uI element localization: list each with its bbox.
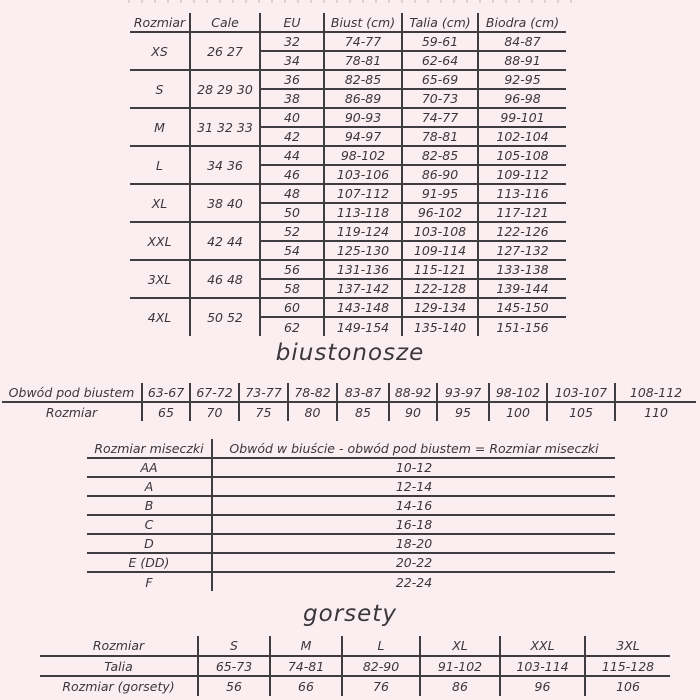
corset-number-cell: 96 bbox=[500, 676, 585, 696]
talia-cell: 65-69 bbox=[402, 70, 478, 89]
col-header-cale: Cale bbox=[190, 13, 260, 32]
size-cell: M bbox=[130, 108, 190, 146]
talia-cell: 103-108 bbox=[402, 222, 478, 241]
eu-cell: 48 bbox=[260, 184, 324, 203]
col-header-talia: Talia (cm) bbox=[402, 13, 478, 32]
corset-size-cell: M bbox=[270, 636, 342, 656]
cup-range-cell: 20-22 bbox=[212, 553, 615, 572]
underbust-cell: 88-92 bbox=[389, 383, 437, 402]
eu-cell: 56 bbox=[260, 260, 324, 279]
talia-cell: 86-90 bbox=[402, 165, 478, 184]
bras-band-table bbox=[2, 383, 696, 421]
bra-size-cell: 75 bbox=[239, 402, 288, 421]
corset-size-row-label: Rozmiar bbox=[40, 636, 198, 656]
cropped-text-remnant bbox=[128, 0, 574, 3]
biust-cell: 103-106 bbox=[324, 165, 402, 184]
biust-cell: 86-89 bbox=[324, 89, 402, 108]
cup-letter-cell: A bbox=[87, 477, 212, 496]
biodra-cell: 109-112 bbox=[478, 165, 566, 184]
size-cell: XXL bbox=[130, 222, 190, 260]
table-row bbox=[130, 222, 566, 241]
underbust-cell: 67-72 bbox=[190, 383, 239, 402]
eu-cell: 46 bbox=[260, 165, 324, 184]
cup-range-cell: 22-24 bbox=[395, 574, 433, 590]
biust-cell: 149-154 bbox=[324, 317, 402, 336]
biodra-cell: 127-132 bbox=[478, 241, 566, 260]
corset-waist-row bbox=[40, 656, 670, 676]
biodra-cell: 88-91 bbox=[478, 51, 566, 70]
biust-cell: 125-130 bbox=[324, 241, 402, 260]
size-cell: 4XL bbox=[130, 298, 190, 336]
cup-row bbox=[87, 534, 615, 553]
bra-size-row-label: Rozmiar bbox=[2, 402, 142, 421]
underbust-cell: 63-67 bbox=[142, 383, 190, 402]
corset-waist-cell: 103-114 bbox=[500, 656, 585, 676]
biust-cell: 119-124 bbox=[324, 222, 402, 241]
biodra-cell: 84-87 bbox=[478, 32, 566, 51]
biust-cell: 107-112 bbox=[324, 184, 402, 203]
eu-cell: 40 bbox=[260, 108, 324, 127]
bra-size-cell: 85 bbox=[337, 402, 389, 421]
underbust-cell: 78-82 bbox=[288, 383, 337, 402]
cale-cell: 38 40 bbox=[190, 184, 260, 222]
biodra-cell: 133-138 bbox=[478, 260, 566, 279]
eu-cell: 60 bbox=[260, 298, 324, 317]
talia-cell: 96-102 bbox=[402, 203, 478, 222]
biust-cell: 143-148 bbox=[324, 298, 402, 317]
corset-waist-cell: 115-128 bbox=[585, 656, 670, 676]
cup-letter-cell: E (DD) bbox=[87, 553, 212, 572]
biodra-cell: 105-108 bbox=[478, 146, 566, 165]
size-cell: XL bbox=[130, 184, 190, 222]
cale-cell: 50 52 bbox=[190, 298, 260, 336]
cup-range-cell: 18-20 bbox=[212, 534, 615, 553]
talia-cell: 122-128 bbox=[402, 279, 478, 298]
eu-cell: 32 bbox=[260, 32, 324, 51]
col-header-biodra: Biodra (cm) bbox=[478, 13, 566, 32]
table-row bbox=[130, 32, 566, 51]
biodra-cell: 92-95 bbox=[478, 70, 566, 89]
bra-size-cell: 105 bbox=[547, 402, 615, 421]
corsets-table bbox=[40, 636, 670, 696]
bra-size-cell: 80 bbox=[288, 402, 337, 421]
talia-cell: 109-114 bbox=[402, 241, 478, 260]
col-header-eu: EU bbox=[260, 13, 324, 32]
bra-size-row bbox=[2, 402, 696, 421]
corset-size-cell: 3XL bbox=[585, 636, 670, 656]
corsets-section-heading: gorsety bbox=[303, 601, 397, 627]
biust-cell: 113-118 bbox=[324, 203, 402, 222]
bra-size-cell: 70 bbox=[190, 402, 239, 421]
biust-cell: 137-142 bbox=[324, 279, 402, 298]
cup-row bbox=[87, 458, 615, 477]
bra-size-cell: 100 bbox=[489, 402, 547, 421]
corset-number-cell: 86 bbox=[420, 676, 500, 696]
cup-col-header: Rozmiar miseczki bbox=[87, 439, 212, 458]
cup-table-header-row bbox=[87, 439, 615, 458]
cup-letter-cell: F bbox=[87, 572, 212, 591]
underbust-cell: 103-107 bbox=[547, 383, 615, 402]
size-cell: L bbox=[130, 146, 190, 184]
corset-waist-row-label: Talia bbox=[40, 656, 198, 676]
cup-row bbox=[87, 553, 615, 572]
corset-number-cell: 66 bbox=[270, 676, 342, 696]
eu-cell: 38 bbox=[260, 89, 324, 108]
talia-cell: 59-61 bbox=[402, 32, 478, 51]
size-cell: S bbox=[130, 70, 190, 108]
cup-range-cell: 14-16 bbox=[212, 496, 615, 515]
eu-cell: 58 bbox=[260, 279, 324, 298]
biust-cell: 131-136 bbox=[324, 260, 402, 279]
biodra-cell: 139-144 bbox=[478, 279, 566, 298]
corset-waist-cell: 65-73 bbox=[198, 656, 270, 676]
cup-range-cell: 16-18 bbox=[212, 515, 615, 534]
eu-cell: 44 bbox=[260, 146, 324, 165]
biust-cell: 94-97 bbox=[324, 127, 402, 146]
corset-waist-cell: 91-102 bbox=[420, 656, 500, 676]
biust-cell: 90-93 bbox=[324, 108, 402, 127]
cup-letter-cell: B bbox=[87, 496, 212, 515]
corset-waist-cell: 82-90 bbox=[342, 656, 420, 676]
corset-number-cell: 56 bbox=[198, 676, 270, 696]
talia-cell: 62-64 bbox=[402, 51, 478, 70]
eu-cell: 52 bbox=[260, 222, 324, 241]
table-row bbox=[130, 184, 566, 203]
bras-section-heading: biustonosze bbox=[275, 340, 425, 366]
biodra-cell: 102-104 bbox=[478, 127, 566, 146]
underbust-cell: 98-102 bbox=[489, 383, 547, 402]
biodra-cell: 96-98 bbox=[478, 89, 566, 108]
underbust-cell: 83-87 bbox=[337, 383, 389, 402]
col-header-biust: Biust (cm) bbox=[324, 13, 402, 32]
underbust-cell: 93-97 bbox=[437, 383, 489, 402]
cup-letter-cell: D bbox=[87, 534, 212, 553]
underbust-row-label: Obwód pod biustem bbox=[2, 383, 142, 402]
eu-cell: 34 bbox=[260, 51, 324, 70]
talia-cell: 70-73 bbox=[402, 89, 478, 108]
eu-cell: 50 bbox=[260, 203, 324, 222]
biodra-cell: 113-116 bbox=[478, 184, 566, 203]
size-cell: XS bbox=[130, 32, 190, 70]
bra-size-cell: 65 bbox=[142, 402, 190, 421]
corset-number-cell: 76 bbox=[342, 676, 420, 696]
corset-size-cell: S bbox=[198, 636, 270, 656]
cup-size-table bbox=[87, 439, 615, 591]
cale-cell: 26 27 bbox=[190, 32, 260, 70]
biust-cell: 74-77 bbox=[324, 32, 402, 51]
biodra-cell: 99-101 bbox=[478, 108, 566, 127]
table-row bbox=[130, 298, 566, 317]
biust-cell: 78-81 bbox=[324, 51, 402, 70]
cup-range-cell: 10-12 bbox=[212, 458, 615, 477]
talia-cell: 115-121 bbox=[402, 260, 478, 279]
cup-range-cell: 12-14 bbox=[212, 477, 615, 496]
eu-cell: 42 bbox=[260, 127, 324, 146]
cale-cell: 42 44 bbox=[190, 222, 260, 260]
cale-cell: 46 48 bbox=[190, 260, 260, 298]
eu-cell: 36 bbox=[260, 70, 324, 89]
biodra-cell: 145-150 bbox=[478, 298, 566, 317]
corset-number-row-label: Rozmiar (gorsety) bbox=[40, 676, 198, 696]
cale-cell: 31 32 33 bbox=[190, 108, 260, 146]
underbust-cell: 108-112 bbox=[615, 383, 696, 402]
corset-size-row bbox=[40, 636, 670, 656]
table-row bbox=[130, 146, 566, 165]
biust-cell: 98-102 bbox=[324, 146, 402, 165]
size-table-header-row bbox=[130, 13, 566, 32]
size-table bbox=[130, 13, 566, 336]
cup-row bbox=[87, 515, 615, 534]
col-header-rozmiar: Rozmiar bbox=[130, 13, 190, 32]
talia-cell: 129-134 bbox=[402, 298, 478, 317]
talia-cell: 74-77 bbox=[402, 108, 478, 127]
cup-row bbox=[87, 496, 615, 515]
biodra-cell: 122-126 bbox=[478, 222, 566, 241]
cup-formula-header: Obwód w biuście - obwód pod biustem = Rozmiar miseczki bbox=[212, 439, 615, 458]
bra-size-cell: 95 bbox=[437, 402, 489, 421]
table-row bbox=[130, 108, 566, 127]
cup-row bbox=[87, 572, 615, 591]
table-row bbox=[130, 260, 566, 279]
eu-cell: 62 bbox=[260, 317, 324, 336]
size-cell: 3XL bbox=[130, 260, 190, 298]
corset-number-cell: 106 bbox=[616, 679, 640, 694]
table-row bbox=[130, 70, 566, 89]
talia-cell: 82-85 bbox=[402, 146, 478, 165]
talia-cell: 78-81 bbox=[402, 127, 478, 146]
corset-waist-cell: 74-81 bbox=[270, 656, 342, 676]
corset-size-cell: XXL bbox=[500, 636, 585, 656]
bra-size-cell: 110 bbox=[644, 404, 668, 420]
biodra-cell: 117-121 bbox=[478, 203, 566, 222]
biust-cell: 82-85 bbox=[324, 70, 402, 89]
biodra-cell: 151-156 bbox=[496, 319, 549, 335]
underbust-row bbox=[2, 383, 696, 402]
cale-cell: 28 29 30 bbox=[190, 70, 260, 108]
bra-size-cell: 90 bbox=[389, 402, 437, 421]
cup-row bbox=[87, 477, 615, 496]
talia-cell: 135-140 bbox=[402, 317, 478, 336]
corset-size-cell: XL bbox=[420, 636, 500, 656]
eu-cell: 54 bbox=[260, 241, 324, 260]
cup-letter-cell: AA bbox=[87, 458, 212, 477]
corset-size-cell: L bbox=[342, 636, 420, 656]
cale-cell: 34 36 bbox=[190, 146, 260, 184]
cup-letter-cell: C bbox=[87, 515, 212, 534]
talia-cell: 91-95 bbox=[402, 184, 478, 203]
underbust-cell: 73-77 bbox=[239, 383, 288, 402]
corset-number-row bbox=[40, 676, 670, 696]
